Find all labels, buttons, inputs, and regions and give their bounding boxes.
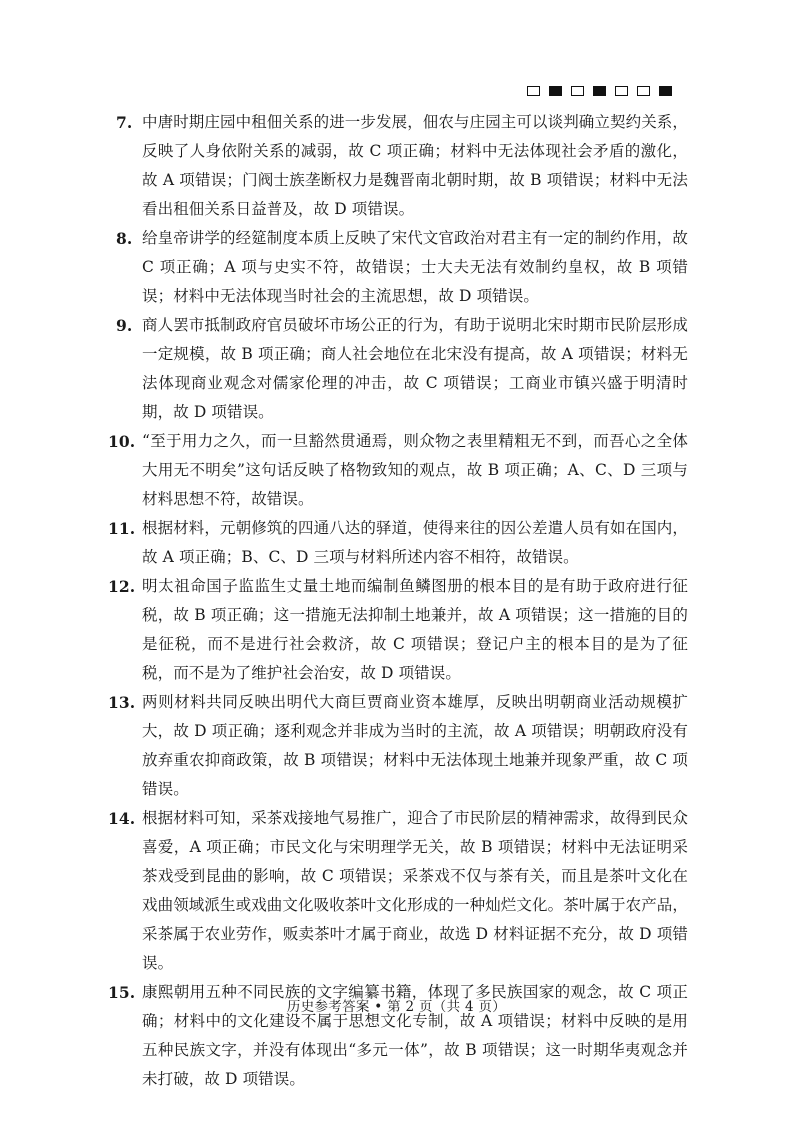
answer-item-14 — [108, 804, 688, 978]
answer-item-13 — [108, 688, 688, 804]
answer-number: 10. — [108, 432, 136, 451]
answer-number: 11. — [108, 519, 136, 538]
empty-square-icon — [527, 86, 540, 96]
answer-text: 根据材料可知，采茶戏接地气易推广，迎合了市民阶层的精神需求，故得到民众喜爱，A 项正确；市民文化与宋明理学无关，故 B 项错误；材料中无法证明采茶戏受到昆曲的影响，故 C 项错误；采茶戏不仅与茶有关，而且是茶叶文化在戏曲领域派生或戏曲文化吸收茶叶文化形成的一种灿烂文化。茶叶属于农产品，采茶属于农业劳作，贩卖茶叶才属于商业，故选 D 材料证据不充分，故 D 项错误。 — [142, 809, 689, 972]
filled-square-icon — [659, 86, 672, 96]
answer-number: 9. — [116, 316, 133, 335]
answer-text: 根据材料，元朝修筑的四通八达的驿道，使得来往的因公差遣人员有如在国内，故 A 项正确；B、C、D 三项与材料所述内容不相符，故错误。 — [142, 519, 689, 566]
answer-text: 给皇帝讲学的经筵制度本质上反映了宋代文官政治对君主有一定的制约作用，故 C 项正确；A 项与史实不符，故错误；士大夫无法有效制约皇权，故 B 项错误；材料中无法体现当时社会的主流思想，故 D 项错误。 — [142, 229, 689, 305]
answer-number: 8. — [116, 229, 133, 248]
empty-square-icon — [615, 86, 628, 96]
page-footer: 历史参考答案 • 第 2 页（共 4 页） — [286, 999, 507, 1015]
answer-item-11 — [108, 514, 688, 572]
answer-text: 康熙朝用五种不同民族的文字编纂书籍，体现了多民族国家的观念，故 C 项正确；材料中的文化建设不属于思想文化专制，故 A 项错误；材料中反映的是用五种民族文字，并没有体现出“多元一体”，故 B 项错误；这一时期华夷观念并未打破，故 D 项错误。 — [142, 983, 688, 1088]
answer-number: 7. — [116, 113, 133, 132]
answer-text: 商人罢市抵制政府官员破坏市场公正的行为，有助于说明北宋时期市民阶层形成一定规模，故 B 项正确；商人社会地位在北宋没有提高，故 A 项错误；材料无法体现商业观念对儒家伦理的冲击，故 C 项错误；工商业市镇兴盛于明清时期，故 D 项错误。 — [142, 316, 689, 421]
answer-list — [108, 108, 688, 1094]
answer-item-10 — [108, 427, 688, 514]
empty-square-icon — [637, 86, 650, 96]
answer-number: 14. — [108, 809, 136, 828]
answer-item-8 — [108, 224, 688, 311]
answer-item-12 — [108, 572, 688, 688]
filled-square-icon — [593, 86, 606, 96]
answer-text: 中唐时期庄园中租佃关系的进一步发展，佃农与庄园主可以谈判确立契约关系，反映了人身依附关系的减弱，故 C 项正确；材料中无法体现社会矛盾的激化，故 A 项错误；门阀士族垄断权力是魏晋南北朝时期，故 B 项错误；材料中无法看出租佃关系日益普及，故 D 项错误。 — [142, 113, 689, 218]
answer-number: 15. — [108, 983, 136, 1002]
answer-text: 明太祖命国子监监生丈量土地而编制鱼鳞图册的根本目的是有助于政府进行征税，故 B 项正确；这一措施无法抑制土地兼并，故 A 项错误；这一措施的目的是征税，而不是进行社会救济，故 C 项错误；登记户主的根本目的是为了征税，而不是为了维护社会治安，故 D 项错误。 — [142, 577, 688, 682]
header-marks — [527, 86, 672, 96]
answer-number: 13. — [108, 693, 136, 712]
answer-number: 12. — [108, 577, 136, 596]
answer-text: “至于用力之久，而一旦豁然贯通焉，则众物之表里精粗无不到，而吾心之全体大用无不明矣”这句话反映了格物致知的观点，故 B 项正确；A、C、D 三项与材料思想不符，故错误。 — [142, 432, 688, 508]
filled-square-icon — [549, 86, 562, 96]
answer-item-9 — [108, 311, 688, 427]
answer-item-7 — [108, 108, 688, 224]
empty-square-icon — [571, 86, 584, 96]
answer-text: 两则材料共同反映出明代大商巨贾商业资本雄厚，反映出明朝商业活动规模扩大，故 D 项正确；逐利观念并非成为当时的主流，故 A 项错误；明朝政府没有放弃重农抑商政策，故 B 项错误；材料中无法体现土地兼并现象严重，故 C 项错误。 — [142, 693, 688, 798]
